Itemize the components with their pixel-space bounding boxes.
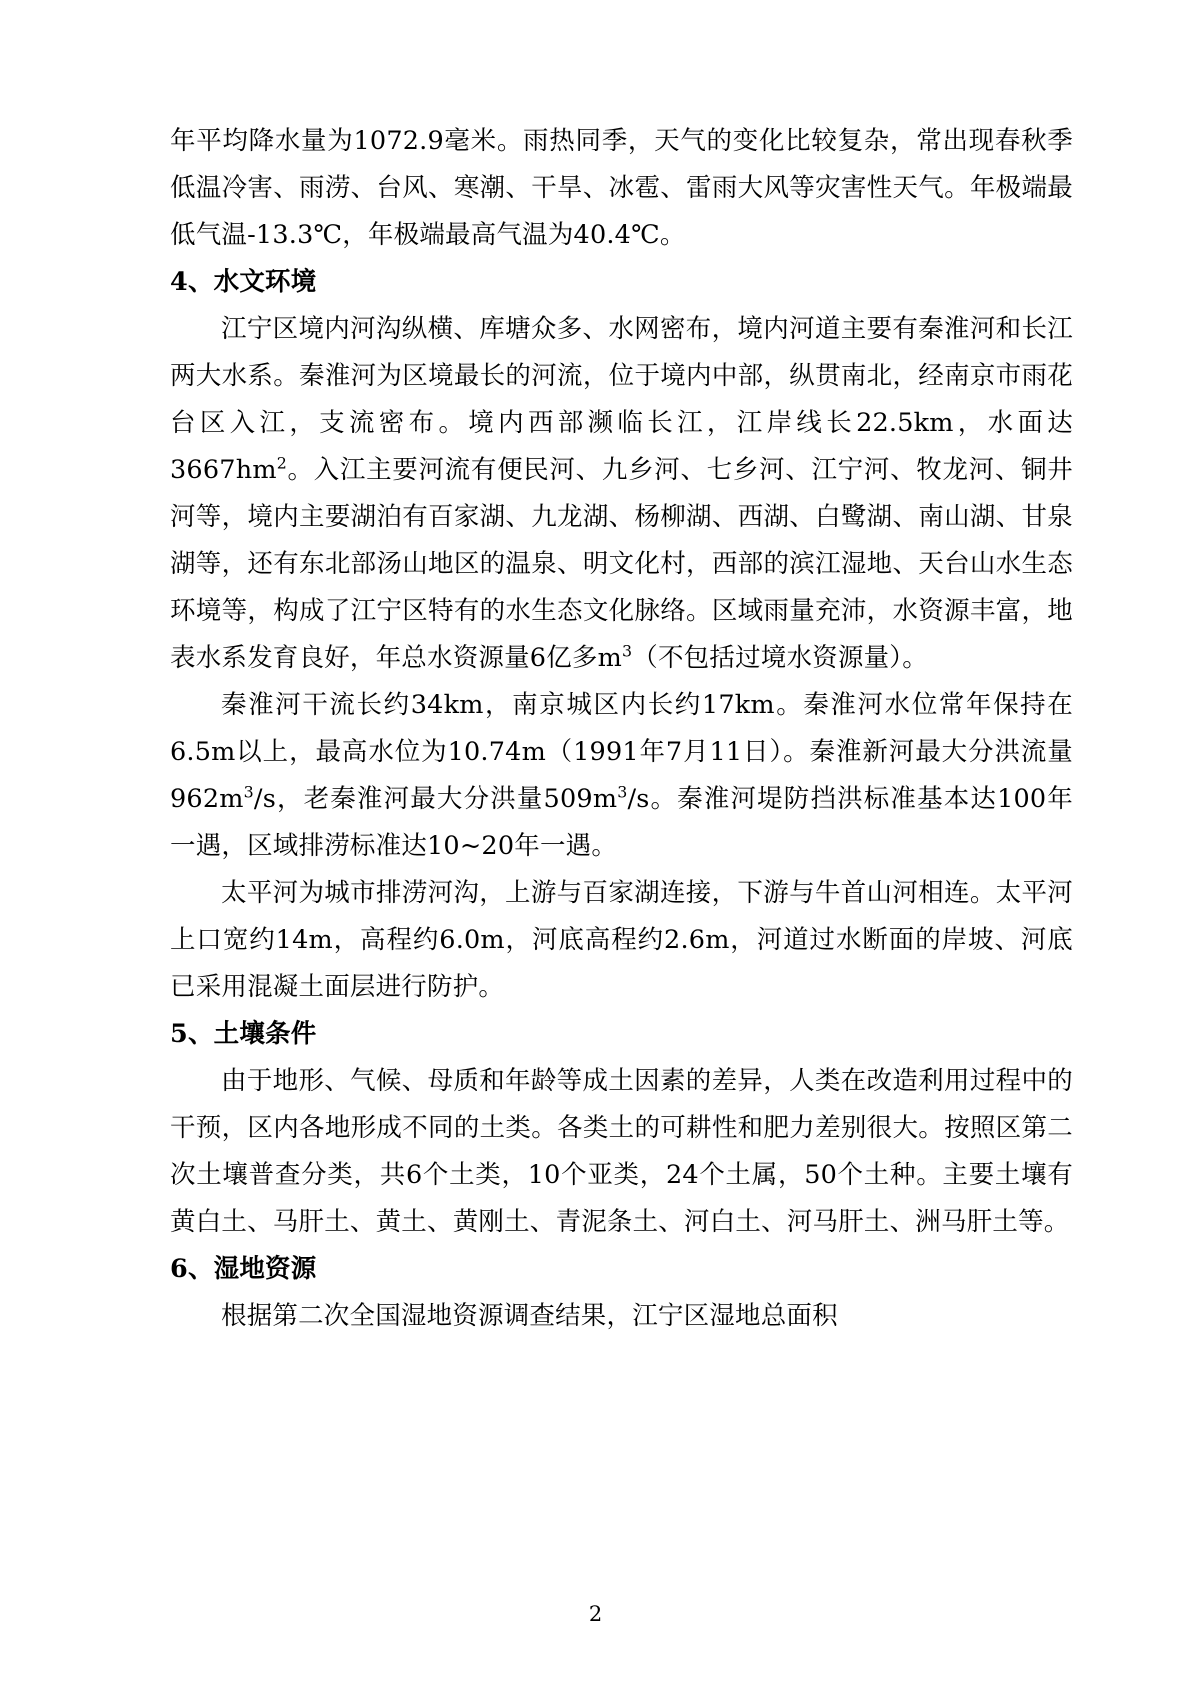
paragraph: 根据第二次全国湿地资源调查结果，江宁区湿地总面积: [221, 1301, 838, 1331]
paragraph: 由于地形、气候、母质和年龄等成土因素的差异，人类在改造利用过程中的干预，区内各地形成不同的土类。各类土的可耕性和肥力差别很大。按照区第二次土壤普查分类，共6个土类，10个亚类，24个土属，50个土种。主要土壤有黄白土、马肝土、黄土、黄刚土、青泥条土、河白土、河马肝土、洲马肝土等。: [170, 1066, 1073, 1237]
section-heading: 6、湿地资源: [170, 1254, 317, 1284]
paragraph: 江宁区境内河沟纵横、库塘众多、水网密布，境内河道主要有秦淮河和长江两大水系。秦淮河为区境最长的河流，位于境内中部，纵贯南北，经南京市雨花台区入江，支流密布。境内西部濒临长江，江岸线长22.5km，水面达$3667hm^2$。入江主要河流有便民河、九乡河、七乡河、江宁河、牧龙河、铜井河等，境内主要湖泊有百家湖、九龙湖、杨柳湖、西湖、白鹭湖、南山湖、甘泉湖等，还有东北部汤山地区的温泉、明文化村，西部的滨江湿地、天台山水生态环境等，构成了江宁区特有的水生态文化脉络。区域雨量充沛，水资源丰富，地表水系发育良好，年总水资源量6亿多$m^3$（不包括过境水资源量）。: [170, 314, 1073, 673]
section-heading: 4、水文环境: [170, 267, 317, 297]
page-number: 2: [588, 1602, 603, 1626]
section-heading: 5、土壤条件: [170, 1019, 317, 1049]
paragraph: 秦淮河干流长约34km，南京城区内长约17km。秦淮河水位常年保持在6.5m以上，最高水位为10.74m（1991年7月11日）。秦淮新河最大分洪流量$962m^3/s$，老秦淮河最大分洪量$509m^3/s$。秦淮河堤防挡洪标准基本达100年一遇，区域排涝标准达10~20年一遇。: [170, 690, 1073, 861]
paragraph: 太平河为城市排涝河沟，上游与百家湖连接，下游与牛首山河相连。太平河上口宽约14m，高程约6.0m，河底高程约2.6m，河道过水断面的岸坡、河底已采用混凝土面层进行防护。: [170, 878, 1073, 1002]
document-body: [170, 118, 1073, 1340]
paragraph: 年平均降水量为1072.9毫米。雨热同季，天气的变化比较复杂，常出现春秋季低温冷害、雨涝、台风、寒潮、干旱、冰雹、雷雨大风等灾害性天气。年极端最低气温-13.3℃，年极端最高气温为40.4℃。: [170, 126, 1073, 250]
